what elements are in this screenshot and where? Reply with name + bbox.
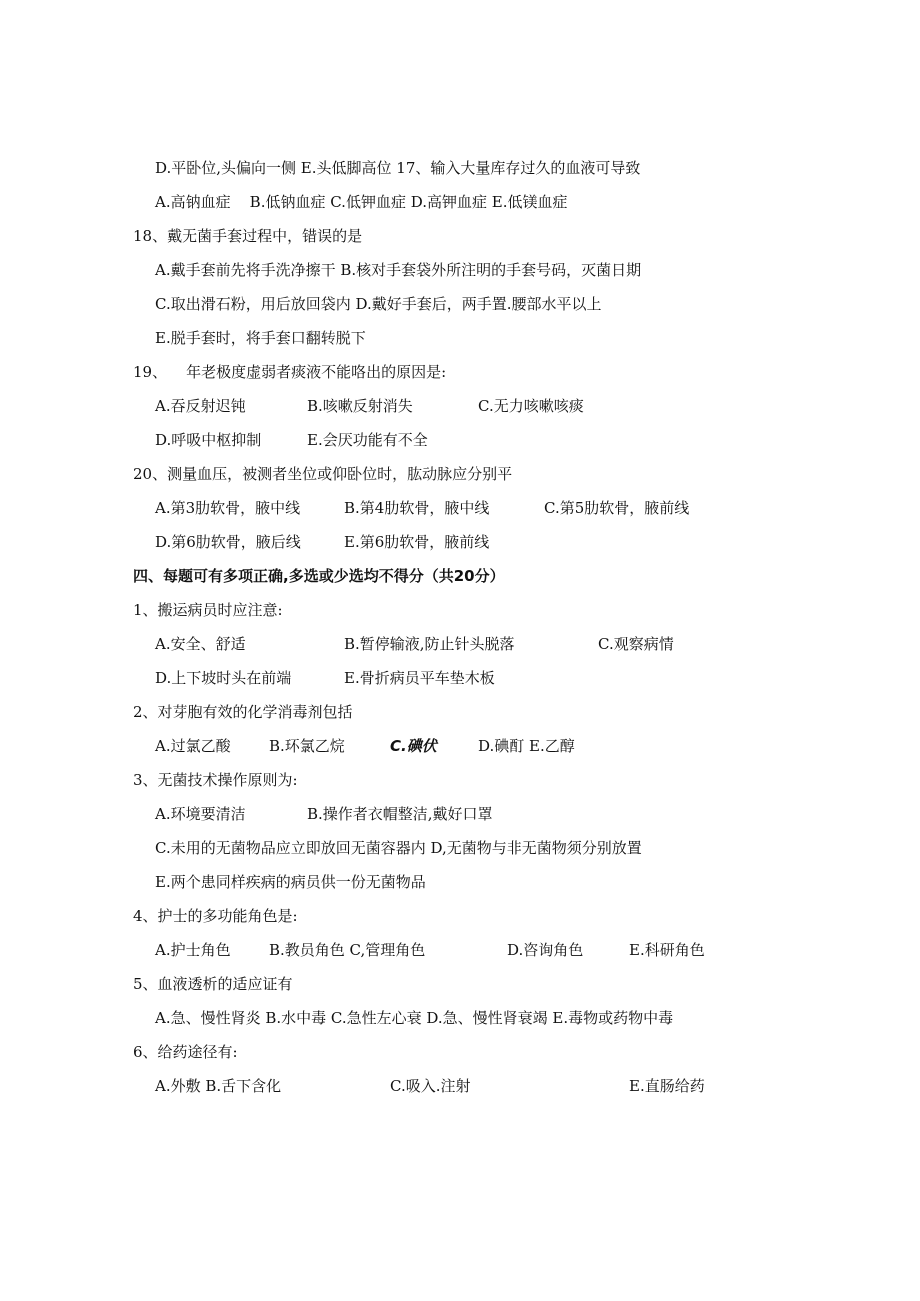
- q20-options-row2: [0, 532, 920, 552]
- q19-option-d: D.呼吸中枢抑制: [155, 431, 262, 449]
- m5-options: A.急、慢性肾炎 B.水中毒 C.急性左心衰 D.急、慢性肾衰竭 E.毒物或药物中毒: [155, 1009, 674, 1027]
- q20-stem: 20、测量血压，被测者坐位或仰卧位时，肱动脉应分别平: [133, 465, 513, 483]
- m6-option-e: E.直肠给药: [629, 1077, 705, 1095]
- m1-option-a: A.安全、舒适: [155, 635, 246, 653]
- q18-options-ab: A.戴手套前先将手洗净擦干 B.核对手套袋外所注明的手套号码，灭菌日期: [155, 261, 642, 279]
- q16-tail-line: D.平卧位,头偏向一侧 E.头低脚高位 17、输入大量库存过久的血液可导致: [155, 159, 641, 177]
- m1-option-d: D.上下坡时头在前端: [155, 669, 292, 687]
- q18-option-e: E.脱手套时，将手套口翻转脱下: [155, 329, 366, 347]
- m2-option-c: C.碘伏: [390, 737, 437, 755]
- m4-options-row: [0, 940, 920, 960]
- m2-option-a: A.过氯乙酸: [155, 737, 231, 755]
- m2-options-row: [0, 736, 920, 756]
- m4-option-d: D.咨询角色: [507, 941, 584, 959]
- m4-option-a: A.护士角色: [155, 941, 231, 959]
- q20-options-row1: [0, 498, 920, 518]
- m4-option-e: E.科研角色: [629, 941, 705, 959]
- m6-options-row: [0, 1076, 920, 1096]
- q19-options-row2: [0, 430, 920, 450]
- q20-option-d: D.第6肋软骨，腋后线: [155, 533, 301, 551]
- m3-stem: 3、无菌技术操作原则为:: [133, 771, 298, 789]
- section4-heading: 四、每题可有多项正确,多选或少选均不得分（共20分）: [133, 567, 505, 585]
- m1-option-b: B.暂停输液,防止针头脱落: [344, 635, 515, 653]
- m6-options-cd: C.吸入.注射: [390, 1077, 471, 1095]
- m3-options-row1: [0, 804, 920, 824]
- q19-option-a: A.吞反射迟钝: [155, 397, 246, 415]
- q20-option-c: C.第5肋软骨，腋前线: [544, 499, 690, 517]
- q20-option-b: B.第4肋软骨，腋中线: [344, 499, 490, 517]
- m2-options-de: D.碘酊 E.乙醇: [478, 737, 575, 755]
- q18-options-cd: C.取出滑石粉，用后放回袋内 D.戴好手套后，两手置.腰部水平以上: [155, 295, 602, 313]
- m3-option-e: E.两个患同样疾病的病员供一份无菌物品: [155, 873, 426, 891]
- q17-options: A.高钠血症 B.低钠血症 C.低钾血症 D.高钾血症 E.低镁血症: [155, 193, 568, 211]
- m1-option-c: C.观察病情: [598, 635, 674, 653]
- m1-options-row2: [0, 668, 920, 688]
- m4-stem: 4、护士的多功能角色是:: [133, 907, 298, 925]
- q20-option-e: E.第6肋软骨，腋前线: [344, 533, 490, 551]
- q20-option-a: A.第3肋软骨，腋中线: [155, 499, 301, 517]
- m4-options-bc: B.教员角色 C,管理角色: [269, 941, 426, 959]
- q19-stem: 19、 年老极度虚弱者痰液不能咯出的原因是:: [133, 363, 447, 381]
- m5-stem: 5、血液透析的适应证有: [133, 975, 293, 993]
- m3-option-b: B.操作者衣帽整洁,戴好口罩: [307, 805, 493, 823]
- m2-option-b: B.环氯乙烷: [269, 737, 345, 755]
- m1-options-row1: [0, 634, 920, 654]
- m6-options-ab: A.外敷 B.舌下含化: [155, 1077, 282, 1095]
- m1-stem: 1、搬运病员时应注意:: [133, 601, 283, 619]
- m2-stem: 2、对芽胞有效的化学消毒剂包括: [133, 703, 353, 721]
- q19-option-b: B.咳嗽反射消失: [307, 397, 413, 415]
- m1-option-e: E.骨折病员平车垫木板: [344, 669, 495, 687]
- m3-option-a: A.环境要清洁: [155, 805, 246, 823]
- q18-stem: 18、戴无菌手套过程中，错误的是: [133, 227, 363, 245]
- q19-option-e: E.会厌功能有不全: [307, 431, 428, 449]
- m6-stem: 6、给药途径有:: [133, 1043, 238, 1061]
- m3-options-cd: C.未用的无菌物品应立即放回无菌容器内 D,无菌物与非无菌物须分别放置: [155, 839, 642, 857]
- q19-option-c: C.无力咳嗽咳痰: [478, 397, 584, 415]
- q19-options-row1: [0, 396, 920, 416]
